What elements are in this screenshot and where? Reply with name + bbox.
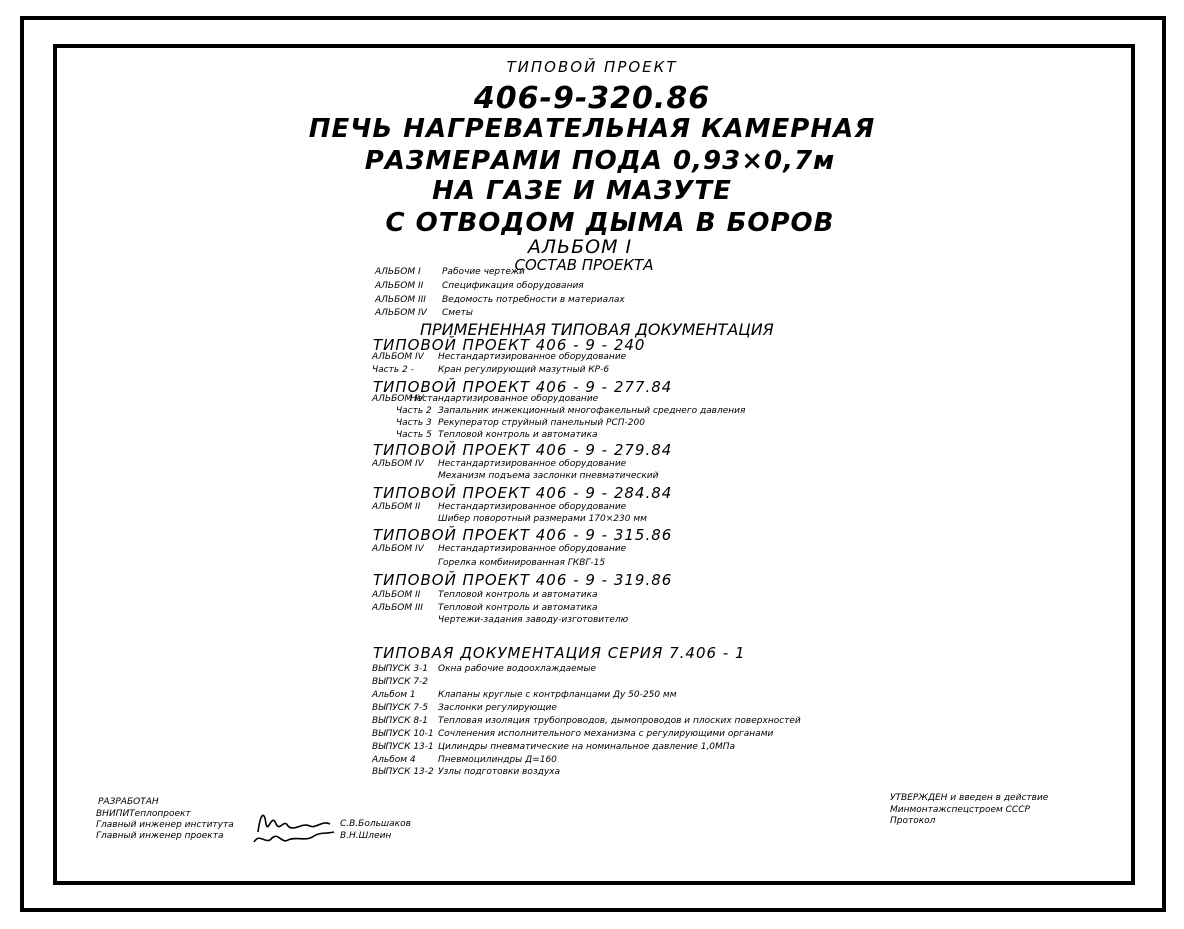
project-title: ТИПОВОЙ ПРОЕКТ 406 - 9 - 240 xyxy=(373,336,646,354)
series-row: ВЫПУСК 7-5 Заслонки регулирующие xyxy=(372,703,557,713)
title-line-1: ПЕЧЬ НАГРЕВАТЕЛЬНАЯ КАМЕРНАЯ xyxy=(308,114,876,144)
chief-engineer-institute: Главный инженер института xyxy=(96,820,234,830)
doc-row: АЛЬБОМ II Нестандартизированное оборудование xyxy=(372,502,627,512)
doc-row: АЛЬБОМ IV Нестандартизированное оборудование xyxy=(372,459,627,469)
series-row: ВЫПУСК 13-2 Узлы подготовки воздуха xyxy=(372,767,561,777)
series-heading: ТИПОВАЯ ДОКУМЕНТАЦИЯ СЕРИЯ 7.406 - 1 xyxy=(373,644,746,662)
composition-heading: СОСТАВ ПРОЕКТА xyxy=(514,256,654,274)
composition-row: АЛЬБОМ I Рабочие чертежи xyxy=(375,267,525,277)
project-title: ТИПОВОЙ ПРОЕКТ 406 - 9 - 277.84 xyxy=(373,378,673,396)
institute-name: ВНИПИТеплопроект xyxy=(96,809,191,819)
project-number: 406-9-320.86 xyxy=(473,81,711,116)
chief-engineer-project: Главный инженер проекта xyxy=(96,831,224,841)
doc-row: Часть 2 Запальник инжекционный многофакельный среднего давления xyxy=(396,406,746,416)
developed-label: РАЗРАБОТАН xyxy=(98,797,159,807)
doc-row: Механизм подъема заслонки пневматический xyxy=(438,471,659,481)
project-title: ТИПОВОЙ ПРОЕКТ 406 - 9 - 284.84 xyxy=(373,484,673,502)
doc-row: АЛЬБОМ IV Нестандартизированное оборудование xyxy=(372,352,627,362)
doc-row: Горелка комбинированная ГКВГ-15 xyxy=(438,558,606,568)
doc-row: Чертежи-задания заводу-изготовителю xyxy=(438,615,629,625)
approved-line-2: Минмонтажспецстроем СССР xyxy=(890,805,1030,815)
composition-row: АЛЬБОМ IV Сметы xyxy=(375,308,473,318)
doc-row: АЛЬБОМ IV Нестандартизированное оборудование xyxy=(372,544,627,554)
title-line-4: С ОТВОДОМ ДЫМА В БОРОВ xyxy=(385,208,835,238)
signatures-image xyxy=(250,802,340,848)
project-title: ТИПОВОЙ ПРОЕКТ 406 - 9 - 279.84 xyxy=(373,441,673,459)
approved-line-3: Протокол xyxy=(890,816,936,826)
series-row: ВЫПУСК 10-1 Сочленения исполнительного механизма с регулирующими органами xyxy=(372,729,774,739)
series-row: Альбом 1 Клапаны круглые с контрфланцами Ду 50-250 мм xyxy=(372,690,677,700)
album-label: АЛЬБОМ I xyxy=(527,236,633,258)
doc-row: АЛЬБОМ II Тепловой контроль и автоматика xyxy=(372,590,598,600)
project-title: ТИПОВОЙ ПРОЕКТ 406 - 9 - 319.86 xyxy=(373,571,673,589)
composition-row: АЛЬБОМ II Спецификация оборудования xyxy=(375,281,584,291)
doc-row: Часть 3 Рекуператор струйный панельный РСП-200 xyxy=(396,418,645,428)
title-line-2: РАЗМЕРАМИ ПОДА 0,93×0,7м xyxy=(364,146,836,176)
doc-row: Шибер поворотный размерами 170×230 мм xyxy=(438,514,647,524)
series-row: ВЫПУСК 8-1 Тепловая изоляция трубопроводов, дымопроводов и плоских поверхностей xyxy=(372,716,801,726)
series-row: ВЫПУСК 13-1 Цилиндры пневматические на номинальное давление 1,0МПа xyxy=(372,742,736,752)
composition-row: АЛЬБОМ III Ведомость потребности в материалах xyxy=(375,295,625,305)
doc-row: Часть 5 Тепловой контроль и автоматика xyxy=(396,430,598,440)
project-title: ТИПОВОЙ ПРОЕКТ 406 - 9 - 315.86 xyxy=(373,526,673,544)
project-label: ТИПОВОЙ ПРОЕКТ xyxy=(506,58,678,76)
doc-row: АЛЬБОМ IVНестандартизированное оборудование xyxy=(372,394,599,404)
title-line-3: НА ГАЗЕ И МАЗУТЕ xyxy=(432,176,732,206)
approved-line-1: УТВЕРЖДЕН и введен в действие xyxy=(890,793,1049,803)
doc-row: АЛЬБОМ III Тепловой контроль и автоматика xyxy=(372,603,598,613)
series-row: Альбом 4 Пневмоцилиндры Д=160 xyxy=(372,755,557,765)
series-row: ВЫПУСК 3-1 Окна рабочие водоохлаждаемые xyxy=(372,664,597,674)
signer-name-1: С.В.Большаков xyxy=(340,819,411,829)
signer-name-2: В.Н.Шлеин xyxy=(340,831,392,841)
doc-row: Часть 2 - Кран регулирующий мазутный КР-6 xyxy=(372,365,610,375)
applied-heading: ПРИМЕНЕННАЯ ТИПОВАЯ ДОКУМЕНТАЦИЯ xyxy=(420,320,774,339)
series-row: ВЫПУСК 7-2 xyxy=(372,677,429,687)
